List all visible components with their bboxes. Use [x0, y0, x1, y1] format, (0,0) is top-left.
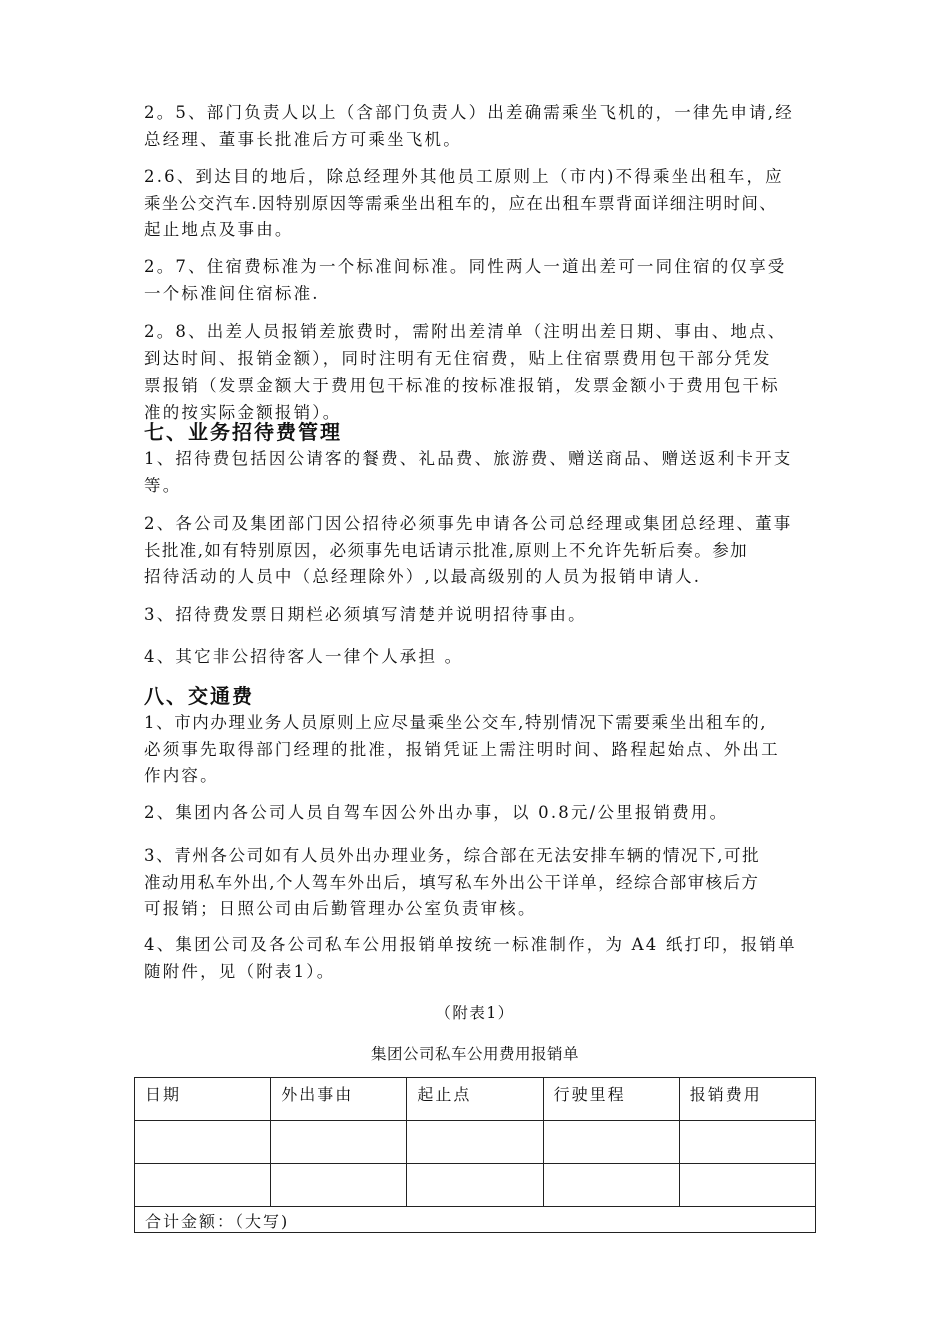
- table-cell: [271, 1121, 407, 1164]
- text-line: 总经理、董事长批准后方可乘坐飞机。: [144, 129, 462, 149]
- table-cell: [271, 1164, 407, 1207]
- paragraph-7-3: [144, 602, 820, 629]
- text-line: 准的按实际金额报销）。: [144, 403, 342, 422]
- text-line: 长批准,如有特别原因，必须事先电话请示批准,原则上不允许先斩后奏。参加: [144, 540, 748, 560]
- text-line: 一个标准间住宿标准.: [144, 283, 320, 303]
- text-line: 起止地点及事由。: [144, 220, 294, 239]
- table-cell: [135, 1121, 271, 1164]
- text-line: 2。7、住宿费标准为一个标准间标准。同性两人一道出差可一同住宿的仅享受: [144, 257, 787, 276]
- text-line: 可报销；日照公司由后勤管理办公室负责审核。: [144, 899, 537, 918]
- paragraph-2-6: [144, 164, 820, 244]
- header-purpose: 外出事由: [271, 1078, 407, 1121]
- total-amount-label: 合计金额：（大写): [135, 1207, 816, 1233]
- text-line: 4、其它非公招待客人一律个人承担 。: [144, 647, 464, 666]
- table-cell: [407, 1121, 543, 1164]
- header-route: 起止点: [407, 1078, 543, 1121]
- header-date: 日期: [135, 1078, 271, 1121]
- text-line: 2。8、出差人员报销差旅费时，需附出差清单（注明出差日期、事由、地点、: [144, 322, 787, 341]
- table-cell: [543, 1121, 679, 1164]
- text-line: 1、招待费包括因公请客的餐费、礼品费、旅游费、赠送商品、赠送返利卡开支: [144, 449, 793, 468]
- paragraph-8-4: [144, 932, 820, 985]
- paragraph-2-5: [144, 100, 820, 153]
- text-line: 作内容。: [144, 766, 219, 785]
- text-line: 2、各公司及集团部门因公招待必须事先申请各公司总经理或集团总经理、董事: [144, 514, 793, 533]
- paragraph-8-1: [144, 710, 820, 790]
- paragraph-7-2: [144, 511, 820, 591]
- text-line: 1、市内办理业务人员原则上应尽量乘坐公交车,特别情况下需要乘坐出租车的,: [144, 713, 768, 732]
- table-cell: [407, 1164, 543, 1207]
- reimbursement-form-table: [134, 1077, 816, 1233]
- table-cell: [543, 1164, 679, 1207]
- section-heading-8: 八、交通费: [144, 684, 254, 708]
- paragraph-8-3: [144, 843, 820, 923]
- text-line: 必须事先取得部门经理的批准，报销凭证上需注明时间、路程起始点、外出工: [144, 739, 780, 759]
- header-mileage: 行驶里程: [543, 1078, 679, 1121]
- table-header-row: [135, 1078, 816, 1121]
- text-line: 等。: [144, 475, 182, 495]
- form-title: 集团公司私车公用费用报销单: [370, 1045, 579, 1063]
- text-line: 3、招待费发票日期栏必须填写清楚并说明招待事由。: [144, 605, 587, 624]
- header-amount: 报销费用: [679, 1078, 815, 1121]
- table-row: [135, 1121, 816, 1164]
- text-line: 2.6、到达目的地后，除总经理外其他员工原则上（市内)不得乘坐出租车，应: [144, 167, 784, 186]
- paragraph-7-4: [144, 644, 820, 671]
- text-line: 乘坐公交汽车.因特别原因等需乘坐出租车的，应在出租车票背面详细注明时间、: [144, 193, 778, 213]
- table-total-row: [135, 1207, 816, 1233]
- text-line: 到达时间、报销金额），同时注明有无住宿费，贴上住宿票费用包干部分凭发: [144, 349, 772, 368]
- appendix-label: （附表1）: [435, 1004, 515, 1022]
- paragraph-2-7: [144, 254, 820, 307]
- paragraph-7-1: [144, 446, 820, 499]
- paragraph-2-8: [144, 318, 820, 426]
- paragraph-8-2: [144, 800, 820, 827]
- table-row: [135, 1164, 816, 1207]
- text-line: 2、集团内各公司人员自驾车因公外出办事，以 0.8元/公里报销费用。: [144, 803, 729, 822]
- text-line: 票报销（发票金额大于费用包干标准的按标准报销，发票金额小于费用包干标: [144, 376, 780, 395]
- section-heading-7: 七、业务招待费管理: [144, 420, 342, 444]
- text-line: 准动用私车外出,个人驾车外出后，填写私车外出公干详单，经综合部审核后方: [144, 872, 760, 892]
- text-line: 招待活动的人员中（总经理除外）,以最高级别的人员为报销申请人.: [144, 567, 702, 586]
- table-cell: [679, 1164, 815, 1207]
- text-line: 4、集团公司及各公司私车公用报销单按统一标准制作，为 A4 纸打印，报销单: [144, 935, 797, 954]
- table-cell: [135, 1164, 271, 1207]
- table-cell: [679, 1121, 815, 1164]
- text-line: 2。5、部门负责人以上（含部门负责人）出差确需乘坐飞机的，一律先申请,经: [144, 103, 794, 122]
- text-line: 随附件，见（附表1）。: [144, 961, 336, 981]
- text-line: 3、青州各公司如有人员外出办理业务，综合部在无法安排车辆的情况下,可批: [144, 846, 761, 865]
